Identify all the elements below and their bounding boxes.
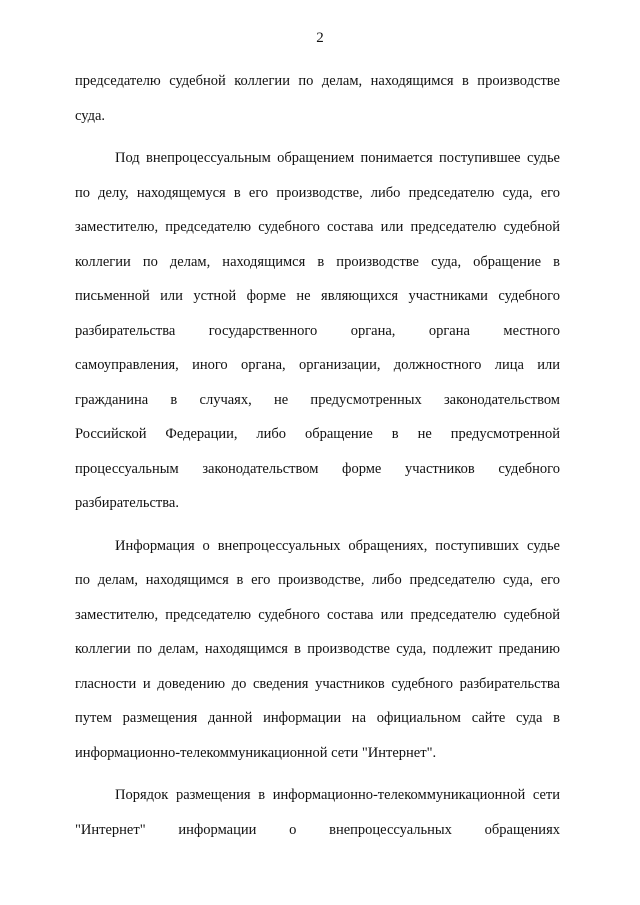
paragraph — [75, 529, 560, 771]
text-line: "Интернет" информации о внепроцессуальных обращениях — [75, 821, 560, 838]
text-line: по делу, находящемуся в его производстве, либо председателю суда, его — [75, 184, 560, 201]
text-line: процессуальным законодательством форме участников судебного — [75, 460, 560, 477]
text-line: Под внепроцессуальным обращением понимается поступившее судье — [115, 150, 560, 166]
paragraph — [75, 64, 560, 133]
text-line: разбирательства государственного органа, органа местного — [75, 322, 560, 339]
text-line: Порядок размещения в информационно-телекоммуникационной сети — [115, 787, 560, 803]
text-line: заместителю, председателю судебного состава или председателю судебной — [75, 606, 560, 623]
paragraph — [75, 778, 560, 847]
text-line: суда. — [75, 107, 106, 124]
text-line: Информация о внепроцессуальных обращениях, поступивших судье — [115, 537, 560, 554]
text-line: гражданина в случаях, не предусмотренных законодательством — [75, 391, 560, 408]
text-line: заместителю, председателю судебного состава или председателю судебной — [75, 219, 560, 235]
text-line: путем размещения данной информации на официальном сайте суда в — [75, 710, 560, 726]
text-line: информационно-телекоммуникационной сети "Интернет". — [75, 744, 437, 761]
text-line: председателю судебной коллегии по делам, находящимся в производстве — [75, 73, 560, 89]
text-line: разбирательства. — [75, 495, 179, 511]
text-line: самоуправления, иного органа, организации, должностного лица или — [75, 357, 560, 373]
text-line: гласности и доведению до сведения участников судебного разбирательства — [75, 675, 560, 692]
document-body — [75, 64, 560, 847]
page-number: 2 — [316, 30, 324, 46]
text-line: коллегии по делам, находящимся в производстве суда, подлежит преданию — [75, 641, 560, 657]
text-line: коллегии по делам, находящимся в производстве суда, обращение в — [75, 253, 560, 270]
text-line: Российской Федерации, либо обращение в не предусмотренной — [75, 426, 560, 442]
text-line: по делам, находящимся в его производстве, либо председателю суда, его — [75, 572, 560, 588]
text-line: письменной или устной форме не являющихся участниками судебного — [75, 288, 560, 304]
paragraph — [75, 141, 560, 521]
